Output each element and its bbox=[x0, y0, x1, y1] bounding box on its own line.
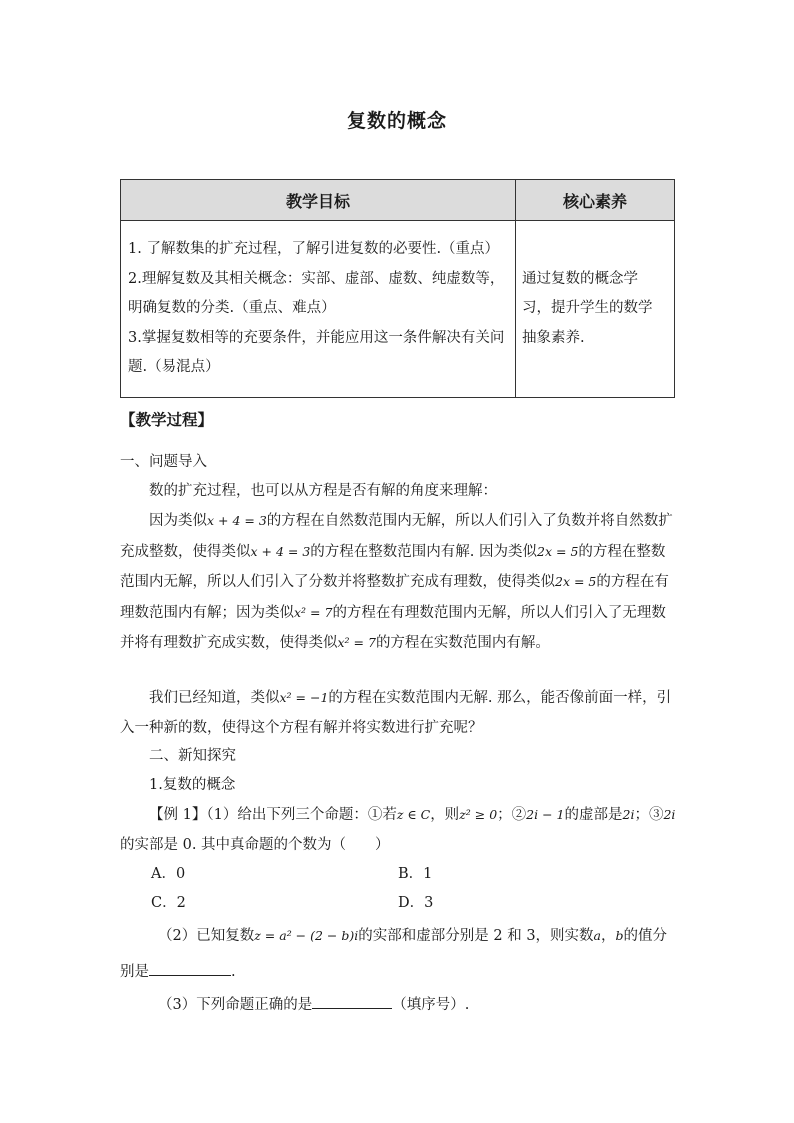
part1-intro: 数的扩充过程，也可以从方程是否有解的角度来理解： bbox=[149, 483, 497, 499]
option-c: C．2 bbox=[151, 895, 186, 911]
math-expr: x + 4 = 3 bbox=[207, 513, 267, 528]
example1-q1: 【例 1】（1）给出下列三个命题：①若z ∈ C，则z² ≥ 0；②2i − 1的虚部是2i；③2i的实部是 0. 其中真命题的个数为（ ） bbox=[120, 807, 676, 853]
example1-q3: （3）下列命题正确的是 （填序号）. bbox=[120, 991, 676, 1021]
math-expr: z ∈ C bbox=[396, 807, 431, 822]
part2-heading: 二、新知探究 bbox=[149, 748, 236, 764]
math-expr: 2i bbox=[622, 807, 635, 822]
answer-blank[interactable] bbox=[312, 994, 392, 1009]
math-expr: 2x = 5 bbox=[537, 543, 579, 559]
math-expr: a bbox=[593, 928, 601, 943]
math-expr: x + 4 = 3 bbox=[250, 543, 311, 559]
math-expr: x² = −1 bbox=[279, 690, 329, 705]
math-expr: 2i bbox=[663, 807, 676, 822]
math-expr: z = a² − (2 − b)i bbox=[254, 928, 359, 943]
option-b: B．1 bbox=[398, 866, 433, 882]
header-core-literacy: 核心素养 bbox=[516, 180, 675, 221]
page-title: 复数的概念 bbox=[346, 110, 447, 132]
header-teaching-goals: 教学目标 bbox=[121, 180, 516, 221]
part1-question: 我们已经知道，类似x² = −1的方程在实数范围内无解. 那么，能否像前面一样，引入一种新的数，使得这个方程有解并将实数进行扩充呢？ bbox=[120, 690, 672, 736]
math-expr: x² = 7 bbox=[337, 635, 376, 650]
math-expr: z² ≥ 0 bbox=[459, 807, 498, 822]
goals-cell bbox=[121, 221, 516, 398]
part1-heading: 一、问题导入 bbox=[120, 454, 207, 470]
literacy-cell: 通过复数的概念学习，提升学生的数学抽象素养. bbox=[516, 221, 675, 398]
answer-blank[interactable] bbox=[149, 961, 231, 976]
math-expr: 2x = 5 bbox=[555, 574, 597, 589]
math-expr: 2i − 1 bbox=[526, 807, 565, 822]
goal-item: 3.掌握复数相等的充要条件，并能应用这一条件解决有关问题.（易混点） bbox=[128, 329, 505, 376]
goal-item: 1. 了解数集的扩充过程，了解引进复数的必要性.（重点） bbox=[128, 241, 500, 258]
option-d: D．3 bbox=[398, 895, 434, 911]
math-expr: b bbox=[615, 928, 624, 943]
part2-subheading: 1.复数的概念 bbox=[149, 777, 236, 793]
part1-paragraph: 因为类似x + 4 = 3的方程在自然数范围内无解，所以人们引入了负数并将自然数扩充成整数，使得类似x + 4 = 3的方程在整数范围内有解. 因为类似2x = 5的方程在整数范围内无解，所以人们引入了分数并将整数扩充成有理数，使得类似2x = 5的方程在有理数范围内有解；因为类似x² = 7的方程在有理数范围内无解，所以人们引入了无理数并将有理数扩充成实数，使得类似x² = 7的方程在实数范围内有解。 bbox=[120, 513, 673, 651]
math-expr: x² = 7 bbox=[294, 604, 333, 620]
goal-item: 2.理解复数及其相关概念：实部、虚部、虚数、纯虚数等，明确复数的分类.（重点、难点） bbox=[128, 270, 505, 317]
option-a: A．0 bbox=[151, 866, 186, 882]
example1-q2: （2）已知复数z = a² − (2 − b)i的实部和虚部分别是 2 和 3，则实数a，b的值分别是 . bbox=[120, 928, 668, 980]
example-label: 【例 1】 bbox=[149, 807, 207, 823]
objectives-table bbox=[120, 179, 675, 398]
section-heading: 【教学过程】 bbox=[120, 410, 214, 429]
